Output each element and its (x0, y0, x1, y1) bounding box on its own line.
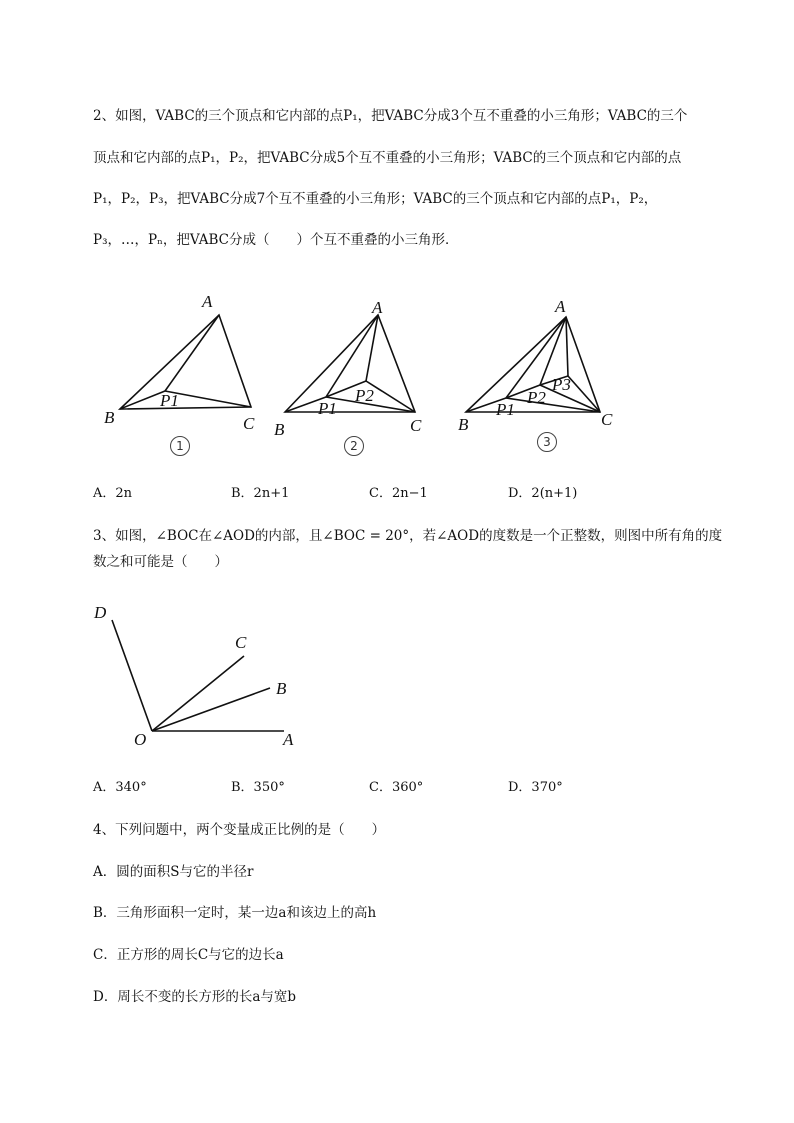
q3-option-c: C．360° (369, 780, 424, 795)
fig3-label-C: C (601, 410, 613, 429)
q4-option-b: B．三角形面积一定时，某一边a和该边上的高h (93, 905, 377, 921)
fig2-label-C: C (410, 416, 422, 435)
q2-line-1: 2、如图，VABC的三个顶点和它内部的点P₁，把VABC分成3个互不重叠的小三角形；VABC的三个 (93, 108, 688, 124)
q2-line-4: P₃，…，Pₙ，把VABC分成（ ）个互不重叠的小三角形． (93, 232, 459, 248)
fig3-label-P1: P1 (496, 400, 515, 419)
fig2-label-P1: P1 (318, 399, 337, 418)
q2-line-2: 顶点和它内部的点P₁，P₂，把VABC分成5个互不重叠的小三角形；VABC的三个顶点和它内部的点 (93, 150, 682, 166)
q3-label-O: O (134, 730, 147, 749)
q3-label-B: B (276, 679, 287, 698)
q2-option-a: A．2n (93, 486, 133, 501)
figure-number-3: 3 (537, 432, 557, 452)
fig3-label-A: A (555, 297, 566, 316)
q2-figure-2 (285, 315, 415, 412)
fig2-label-A: A (372, 298, 383, 317)
q2-option-c: C．2n−1 (369, 486, 428, 501)
fig1-label-P1: P1 (160, 391, 179, 410)
q3-label-A: A (283, 730, 294, 749)
q3-line-1: 3、如图，∠BOC在∠AOD的内部，且∠BOC = 20°，若∠AOD的度数是一个正整数，则图中所有角的度 (93, 528, 723, 544)
q3-angle-figure (88, 598, 308, 753)
fig3-label-P2: P2 (527, 388, 546, 407)
fig3-label-P3: P3 (552, 375, 571, 394)
q3-option-d: D．370° (508, 780, 563, 795)
q3-label-D: D (94, 603, 107, 622)
q2-option-d: D．2(n+1) (508, 486, 578, 501)
fig1-label-B: B (104, 408, 115, 427)
q2-line-3: P₁，P₂，P₃，把VABC分成7个互不重叠的小三角形；VABC的三个顶点和它内部的点P₁，P₂， (93, 191, 658, 207)
fig3-label-B: B (458, 415, 469, 434)
fig1-label-A: A (202, 292, 213, 311)
q4-stem: 4、下列问题中，两个变量成正比例的是（ ） (93, 822, 386, 838)
fig2-label-B: B (274, 420, 285, 439)
q3-line-2: 数之和可能是（ ） (93, 554, 228, 570)
figure-number-2: 2 (344, 436, 364, 456)
q2-figure-1 (120, 315, 251, 409)
q4-option-a: A．圆的面积S与它的半径r (93, 864, 254, 880)
q3-option-b: B．350° (231, 780, 285, 795)
figure-number-1: 1 (170, 436, 190, 456)
q3-option-a: A．340° (93, 780, 147, 795)
q4-option-c: C．正方形的周长C与它的边长a (93, 947, 284, 963)
q3-label-C: C (235, 633, 247, 652)
q2-option-b: B．2n+1 (231, 486, 290, 501)
fig2-label-P2: P2 (355, 386, 374, 405)
fig1-label-C: C (243, 414, 255, 433)
q4-option-d: D．周长不变的长方形的长a与宽b (93, 989, 297, 1005)
